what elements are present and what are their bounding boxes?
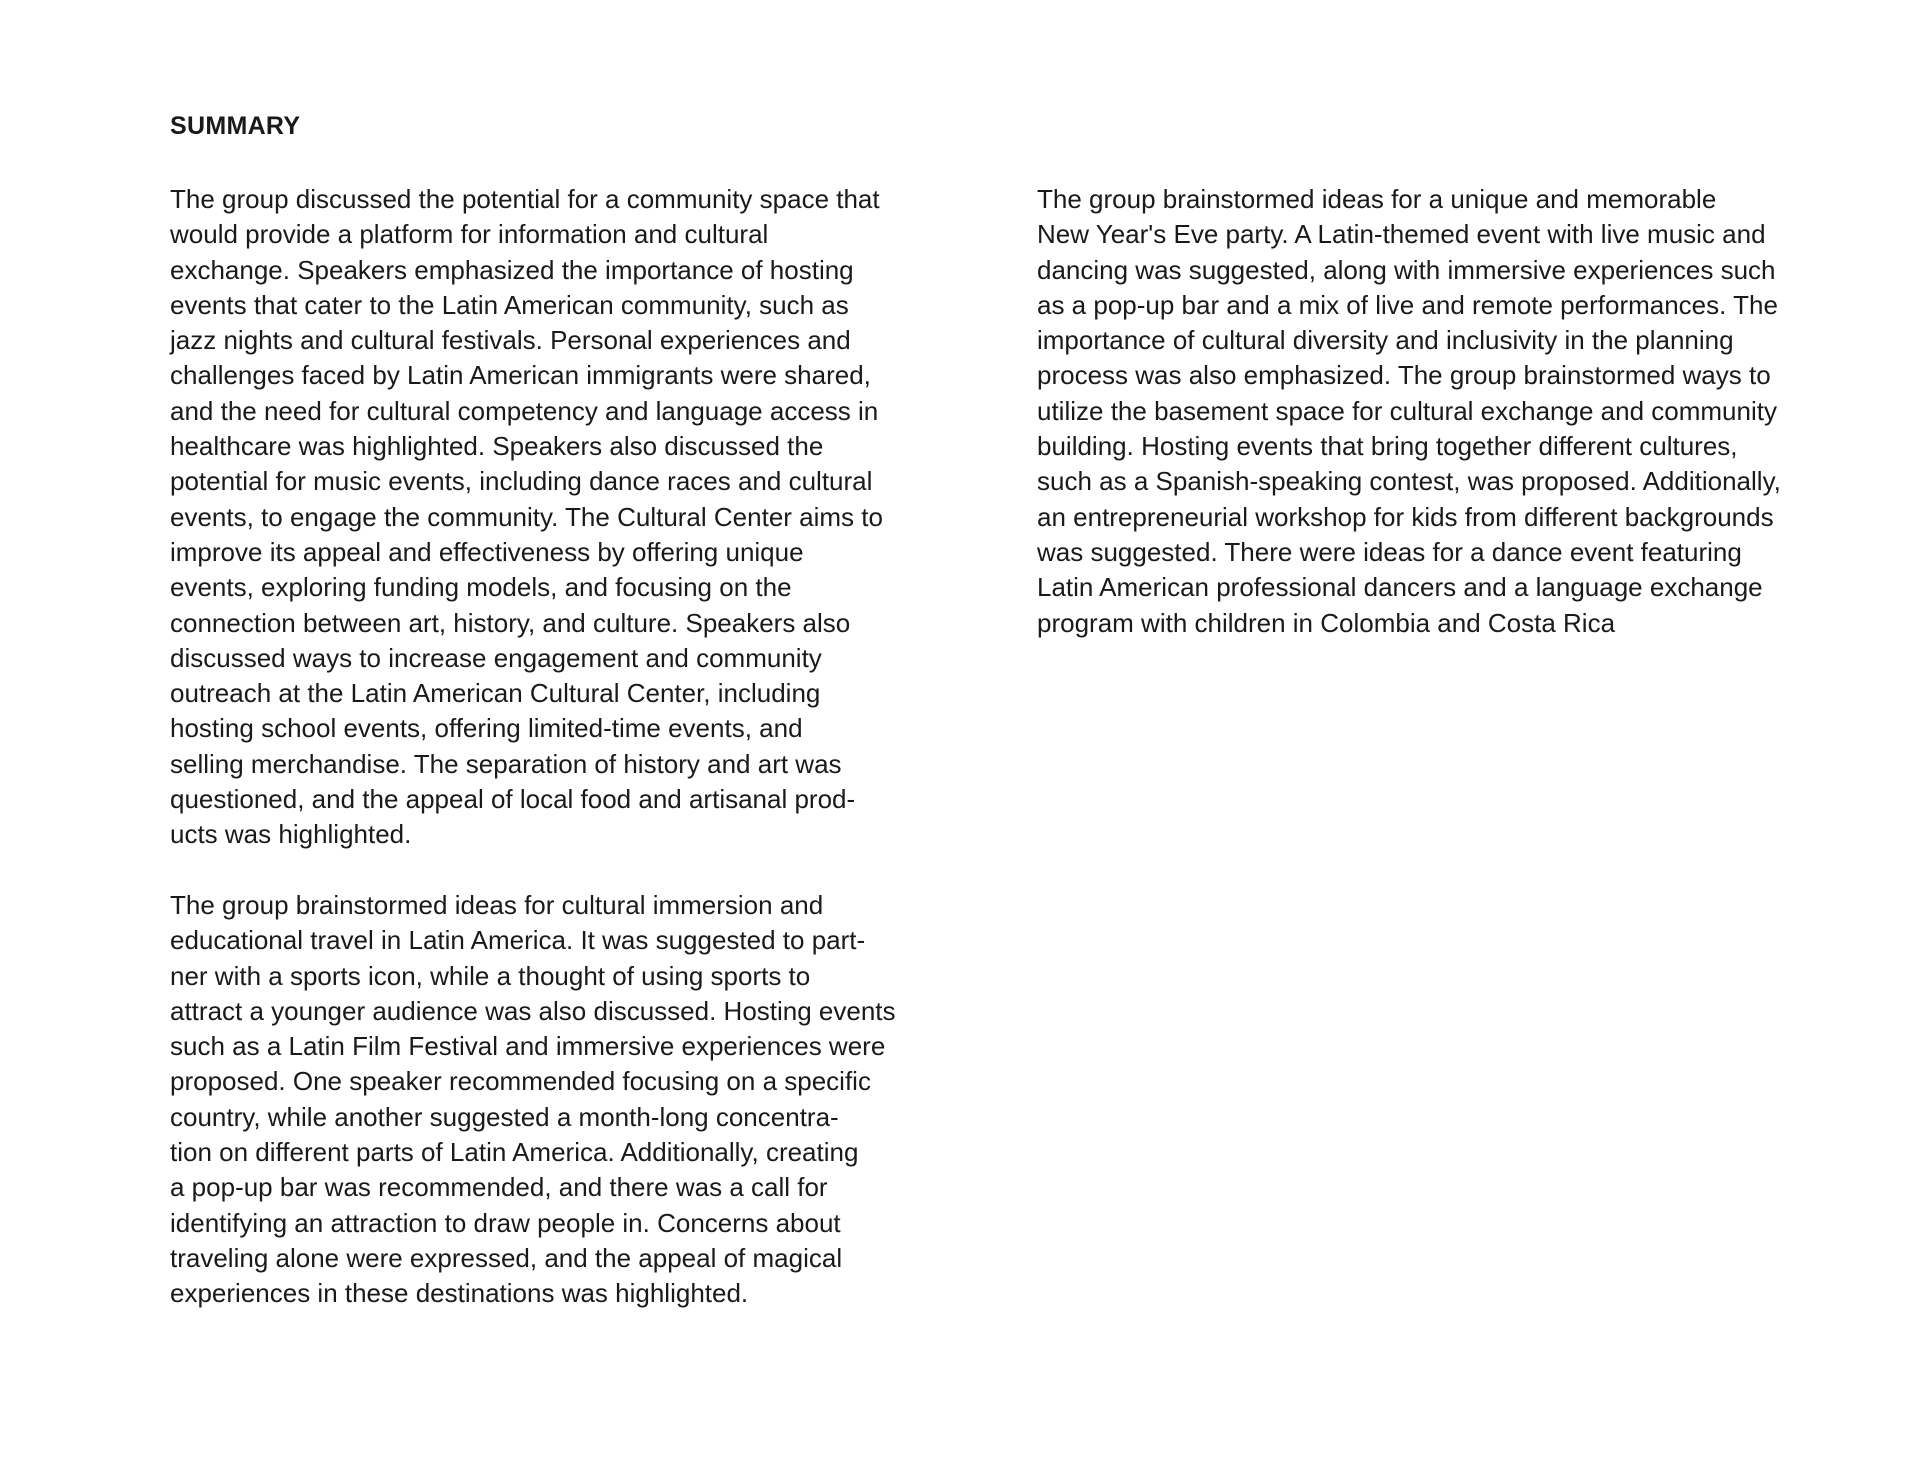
- text-line: potential for music events, including dance races and cultural: [170, 466, 873, 497]
- text-line: selling merchandise. The separation of history and art was: [170, 748, 842, 779]
- text-line: events, exploring funding models, and focusing on the: [170, 572, 792, 603]
- text-line: jazz nights and cultural festivals. Personal experiences and: [170, 325, 851, 356]
- right-paragraph-1: [1037, 182, 1837, 641]
- text-line: such as a Latin Film Festival and immersive experiences were: [170, 1031, 886, 1062]
- text-line: exchange. Speakers emphasized the importance of hosting: [170, 254, 854, 285]
- text-line: proposed. One speaker recommended focusing on a specific: [170, 1066, 871, 1097]
- text-line: The group discussed the potential for a community space that: [170, 184, 880, 214]
- summary-heading: SUMMARY: [170, 112, 301, 140]
- text-line: New Year's Eve party. A Latin-themed event with live music and: [1037, 219, 1766, 250]
- text-line: The group brainstormed ideas for cultural immersion and: [170, 889, 824, 920]
- text-line: improve its appeal and effectiveness by offering unique: [170, 536, 804, 567]
- text-line: attract a younger audience was also discussed. Hosting events: [170, 995, 896, 1026]
- text-line: utilize the basement space for cultural exchange and community: [1037, 395, 1777, 426]
- text-line: building. Hosting events that bring together different cultures,: [1037, 431, 1738, 462]
- text-line: connection between art, history, and culture. Speakers also: [170, 607, 851, 638]
- text-line: an entrepreneurial workshop for kids from different backgrounds: [1037, 501, 1774, 532]
- text-line: was suggested. There were ideas for a dance event featuring: [1037, 536, 1742, 567]
- text-line: events that cater to the Latin American community, such as: [170, 289, 849, 320]
- text-line: Latin American professional dancers and a language exchange: [1037, 572, 1763, 603]
- text-line: country, while another suggested a month-long concentra-: [170, 1101, 839, 1132]
- text-line: process was also emphasized. The group brainstormed ways to: [1037, 360, 1771, 391]
- text-line: challenges faced by Latin American immigrants were shared,: [170, 360, 871, 391]
- text-line: identifying an attraction to draw people in. Concerns about: [170, 1207, 841, 1238]
- text-line: ucts was highlighted.: [170, 819, 412, 850]
- text-line: as a pop-up bar and a mix of live and remote performances. The: [1037, 289, 1778, 320]
- text-line: such as a Spanish-speaking contest, was proposed. Additionally,: [1037, 466, 1781, 497]
- text-line: outreach at the Latin American Cultural Center, including: [170, 678, 821, 709]
- text-line: program with children in Colombia and Costa Rica: [1037, 607, 1616, 638]
- text-line: traveling alone were expressed, and the appeal of magical: [170, 1242, 843, 1273]
- text-line: discussed ways to increase engagement and community: [170, 642, 822, 673]
- text-line: educational travel in Latin America. It was suggested to part-: [170, 925, 866, 956]
- text-line: healthcare was highlighted. Speakers also discussed the: [170, 431, 824, 462]
- text-line: a pop-up bar was recommended, and there was a call for: [170, 1172, 828, 1203]
- left-paragraph-2: [170, 888, 940, 1312]
- text-line: hosting school events, offering limited-time events, and: [170, 713, 803, 744]
- text-line: experiences in these destinations was highlighted.: [170, 1278, 749, 1309]
- right-column: [1037, 182, 1837, 641]
- text-line: would provide a platform for information and cultural: [170, 219, 769, 250]
- text-line: events, to engage the community. The Cultural Center aims to: [170, 501, 883, 532]
- text-line: and the need for cultural competency and language access in: [170, 395, 879, 426]
- text-line: importance of cultural diversity and inclusivity in the planning: [1037, 325, 1734, 356]
- text-line: ner with a sports icon, while a thought of using sports to: [170, 960, 811, 991]
- text-line: The group brainstormed ideas for a unique and memorable: [1037, 184, 1717, 214]
- paragraph-gap: [170, 853, 940, 888]
- text-line: tion on different parts of Latin America. Additionally, creating: [170, 1137, 859, 1168]
- text-line: dancing was suggested, along with immersive experiences such: [1037, 254, 1776, 285]
- left-column: [170, 182, 940, 1312]
- left-paragraph-1: [170, 182, 940, 853]
- text-line: questioned, and the appeal of local food and artisanal prod-: [170, 784, 856, 815]
